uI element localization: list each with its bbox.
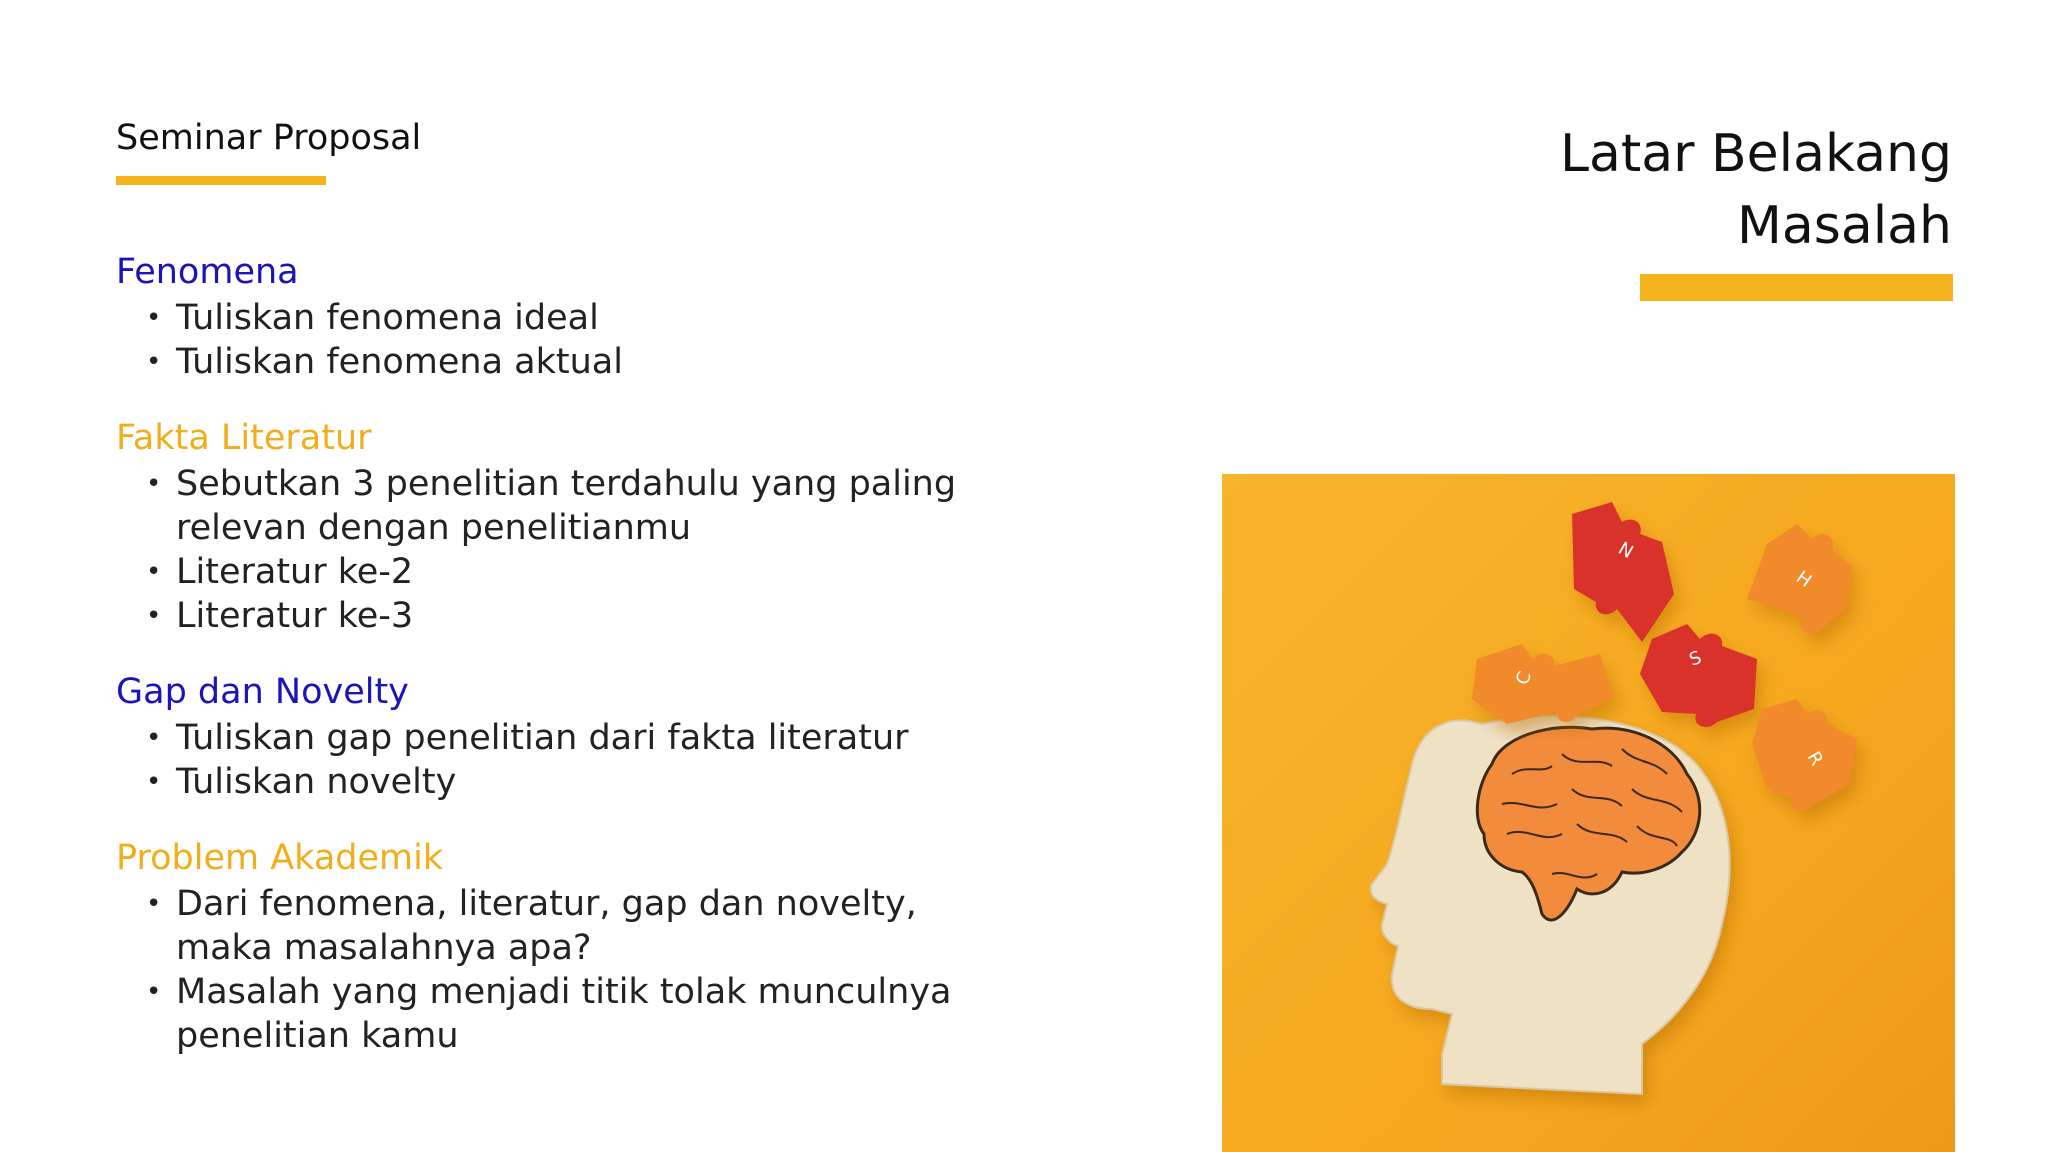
bullet-list xyxy=(116,716,996,804)
bullet-item xyxy=(116,882,996,970)
bullet-item xyxy=(116,340,996,384)
puzzle-letter: N xyxy=(1614,538,1637,564)
puzzle-letter: S xyxy=(1686,647,1705,671)
puzzle-piece-h xyxy=(1747,524,1852,634)
bullet-text: Tuliskan gap penelitian dari fakta literatur xyxy=(176,718,909,758)
bullet-dot: • xyxy=(146,303,162,333)
bullet-text: Tuliskan fenomena ideal xyxy=(176,298,599,338)
bullet-item xyxy=(116,970,996,1058)
slide-title-line-1: Latar Belakang xyxy=(1559,124,1952,184)
section-title: Problem Akademik xyxy=(116,838,444,878)
bullet-text: Literatur ke-2 xyxy=(176,552,414,592)
section-problem-akademik xyxy=(116,834,996,1058)
puzzle-letter: H xyxy=(1792,566,1816,592)
bullet-text: Tuliskan novelty xyxy=(176,762,457,802)
bullet-dot: • xyxy=(146,469,162,499)
bullet-dot: • xyxy=(146,347,162,377)
bullet-item xyxy=(116,462,996,550)
bullet-item xyxy=(116,594,996,638)
puzzle-piece-c xyxy=(1472,644,1614,724)
section-gap-novelty xyxy=(116,668,996,804)
header-underline xyxy=(116,176,326,185)
puzzle-piece-r xyxy=(1752,699,1857,811)
slide-title xyxy=(1352,118,1952,262)
puzzle-letter: R xyxy=(1802,748,1828,770)
header-label: Seminar Proposal xyxy=(116,118,422,158)
bullet-list xyxy=(116,296,996,384)
bullet-dot: • xyxy=(146,977,162,1007)
illustration-svg xyxy=(1222,474,1955,1152)
section-fenomena xyxy=(116,248,996,384)
puzzle-letter: C xyxy=(1511,668,1537,688)
bullet-text: Masalah yang menjadi titik tolak munculnya penelitian kamu xyxy=(176,972,952,1056)
bullet-dot: • xyxy=(146,557,162,587)
illustration-head-puzzle-image xyxy=(1222,474,1955,1152)
bullet-list xyxy=(116,462,996,638)
content-body xyxy=(116,248,996,1088)
bullet-text: Dari fenomena, literatur, gap dan novelty, maka masalahnya apa? xyxy=(176,884,917,968)
bullet-item xyxy=(116,760,996,804)
bullet-text: Sebutkan 3 penelitian terdahulu yang paling relevan dengan penelitianmu xyxy=(176,464,957,548)
section-title: Gap dan Novelty xyxy=(116,672,409,712)
section-fakta-literatur xyxy=(116,414,996,638)
bullet-item xyxy=(116,296,996,340)
section-title: Fenomena xyxy=(116,252,299,292)
bullet-item xyxy=(116,550,996,594)
bullet-text: Tuliskan fenomena aktual xyxy=(176,342,623,382)
title-underline xyxy=(1640,274,1953,301)
bullet-dot: • xyxy=(146,723,162,753)
bullet-item xyxy=(116,716,996,760)
bullet-dot: • xyxy=(146,889,162,919)
puzzle-piece-s xyxy=(1640,624,1757,727)
puzzle-piece-n xyxy=(1572,502,1674,642)
bullet-list xyxy=(116,882,996,1058)
bullet-text: Literatur ke-3 xyxy=(176,596,414,636)
bullet-dot: • xyxy=(146,767,162,797)
bullet-dot: • xyxy=(146,601,162,631)
section-title: Fakta Literatur xyxy=(116,418,372,458)
slide-title-line-2: Masalah xyxy=(1737,196,1952,256)
